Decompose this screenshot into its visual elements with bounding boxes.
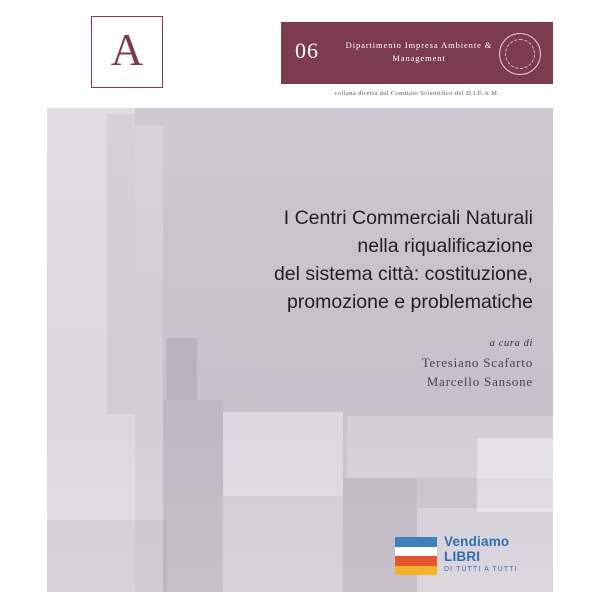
background-block — [163, 400, 223, 592]
university-seal-icon — [499, 33, 541, 75]
edited-by-label: a cura di — [489, 338, 533, 349]
title-line: promozione e problematiche — [286, 291, 533, 313]
watermark-line-2: LIBRI — [444, 548, 481, 564]
series-banner — [281, 22, 553, 84]
publisher-logo-letter: A — [110, 24, 144, 75]
flag-icon — [395, 537, 437, 575]
series-number: 06 — [295, 38, 319, 63]
book-cover — [47, 8, 553, 592]
background-block — [167, 338, 197, 400]
editors-block — [197, 338, 533, 391]
watermark-tagline: DI TUTTI A TUTTI — [444, 566, 518, 573]
editor-name: Teresiano Scafarto — [421, 355, 533, 370]
background-block — [477, 438, 553, 512]
department-name: Dipartimento Impresa Ambiente & Management — [345, 40, 493, 63]
background-block — [223, 496, 343, 592]
seller-watermark — [395, 535, 545, 585]
title-line: nella riqualificazione — [357, 235, 533, 257]
title-line: del sistema città: costituzione, — [273, 263, 533, 285]
title-line: I Centri Commerciali Naturali — [283, 207, 533, 229]
cover-header-band — [47, 8, 553, 108]
background-block — [47, 520, 167, 592]
publisher-logo — [91, 16, 163, 88]
editor-name: Marcello Sansone — [426, 374, 533, 389]
book-title — [143, 204, 533, 316]
watermark-line-1: Vendiamo — [444, 534, 510, 549]
background-block — [107, 114, 135, 414]
committee-note: collana diretta dal Comitato Scientifico del D.I.E.A.M. — [334, 90, 500, 97]
